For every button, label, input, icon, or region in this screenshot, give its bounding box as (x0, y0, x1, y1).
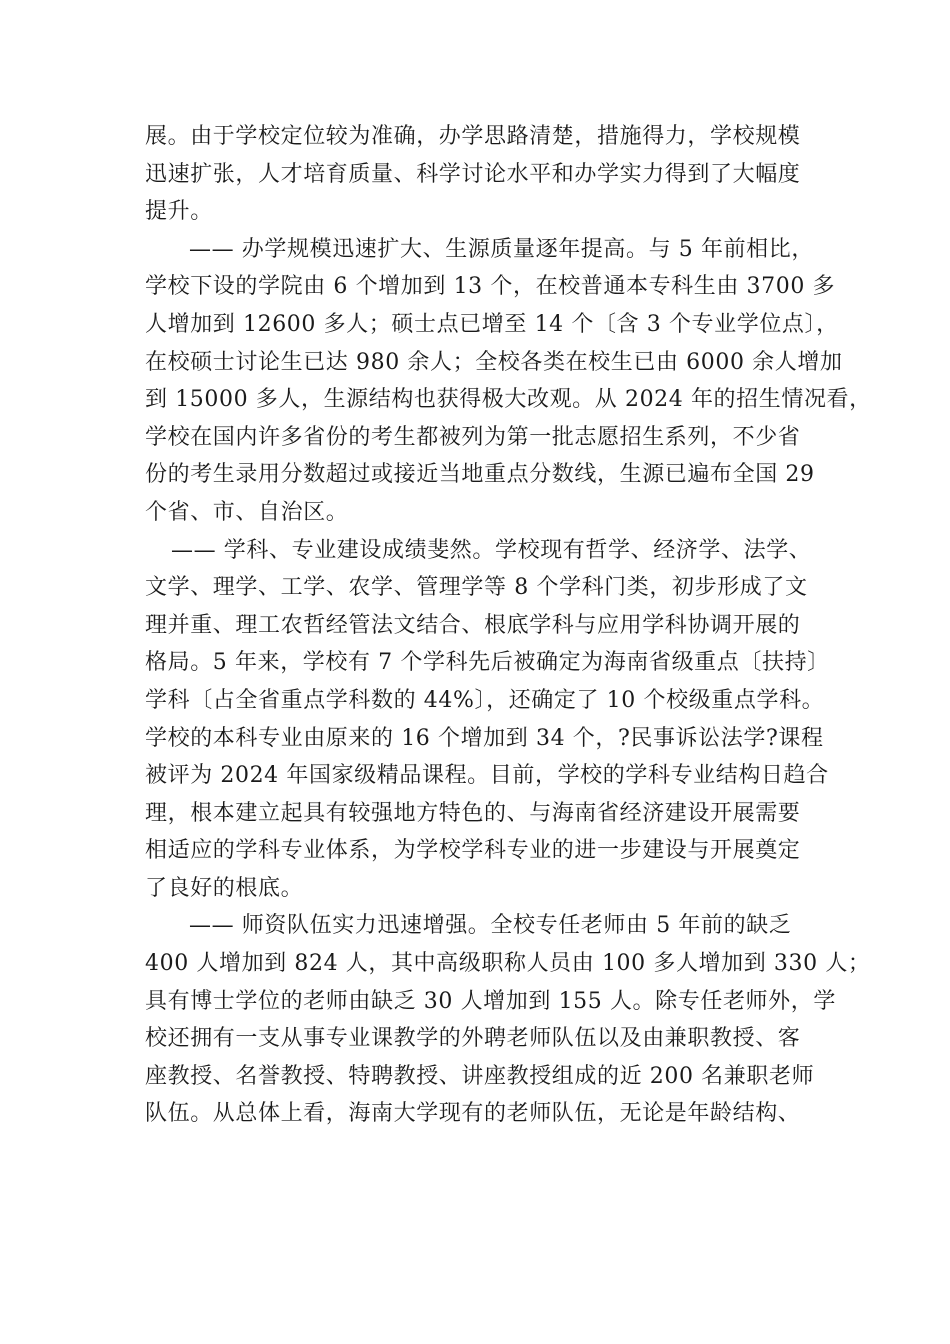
text-line: 学校下设的学院由 6 个增加到 13 个，在校普通本专科生由 3700 多 (145, 274, 836, 300)
paragraph-1 (145, 118, 835, 231)
text-line: 格局。5 年来，学校有 7 个学科先后被确定为海南省级重点〔扶持〕 (145, 650, 830, 676)
text-line: —— 办学规模迅速扩大、生源质量逐年提高。与 5 年前相比， (189, 236, 814, 262)
text-line: 相适应的学科专业体系，为学校学科专业的进一步建设与开展奠定 (145, 838, 801, 864)
text-line: 被评为 2024 年国家级精品课程。目前，学校的学科专业结构日趋合 (145, 763, 829, 789)
text-line: 队伍。从总体上看，海南大学现有的老师队伍，无论是年龄结构、 (145, 1101, 801, 1127)
text-line: 人增加到 12600 多人；硕士点已增至 14 个〔含 3 个专业学位点〕， (145, 311, 839, 337)
paragraph-4 (145, 907, 871, 1133)
paragraph-3 (145, 532, 835, 908)
text-line: 学校在国内许多省份的考生都被列为第一批志愿招生系列，不少省 (145, 424, 801, 450)
text-line: —— 学科、专业建设成绩斐然。学校现有哲学、经济学、法学、 (171, 537, 812, 563)
text-line: 理，根本建立起具有较强地方特色的、与海南省经济建设开展需要 (145, 800, 801, 826)
text-line: 学校的本科专业由原来的 16 个增加到 34 个，?民事诉讼法学?课程 (145, 725, 824, 751)
text-line: 学科〔占全省重点学科数的 44%〕，还确定了 10 个校级重点学科。 (145, 687, 825, 713)
text-line: 迅速扩张，人才培育质量、科学讨论水平和办学实力得到了大幅度 (145, 161, 801, 187)
text-line: 份的考生录用分数超过或接近当地重点分数线，生源已遍布全国 29 (145, 462, 815, 488)
text-line: 文学、理学、工学、农学、管理学等 8 个学科门类，初步形成了文 (145, 575, 808, 601)
text-line: —— 师资队伍实力迅速增强。全校专任老师由 5 年前的缺乏 (189, 913, 792, 939)
text-line: 提升。 (145, 199, 213, 225)
text-line: 在校硕士讨论生已达 980 余人；全校各类在校生已由 6000 余人增加 (145, 349, 843, 375)
text-line: 座教授、名誉教授、特聘教授、讲座教授组成的近 200 名兼职老师 (145, 1063, 815, 1089)
text-line: 了良好的根底。 (145, 875, 304, 901)
text-line: 展。由于学校定位较为准确，办学思路清楚，措施得力，学校规模 (145, 124, 801, 149)
text-line: 具有博士学位的老师由缺乏 30 人增加到 155 人。除专任老师外，学 (145, 988, 836, 1014)
text-line: 400 人增加到 824 人，其中高级职称人员由 100 多人增加到 330 人； (145, 951, 871, 977)
text-line: 到 15000 多人，生源结构也获得极大改观。从 2024 年的招生情况看， (145, 387, 872, 413)
text-line: 个省、市、自治区。 (145, 499, 349, 525)
paragraph-2 (145, 231, 872, 532)
text-line: 校还拥有一支从事专业课教学的外聘老师队伍以及由兼职教授、客 (145, 1026, 801, 1052)
text-line: 理并重、理工农哲经管法文结合、根底学科与应用学科协调开展的 (145, 612, 801, 638)
body-text (145, 118, 872, 1133)
